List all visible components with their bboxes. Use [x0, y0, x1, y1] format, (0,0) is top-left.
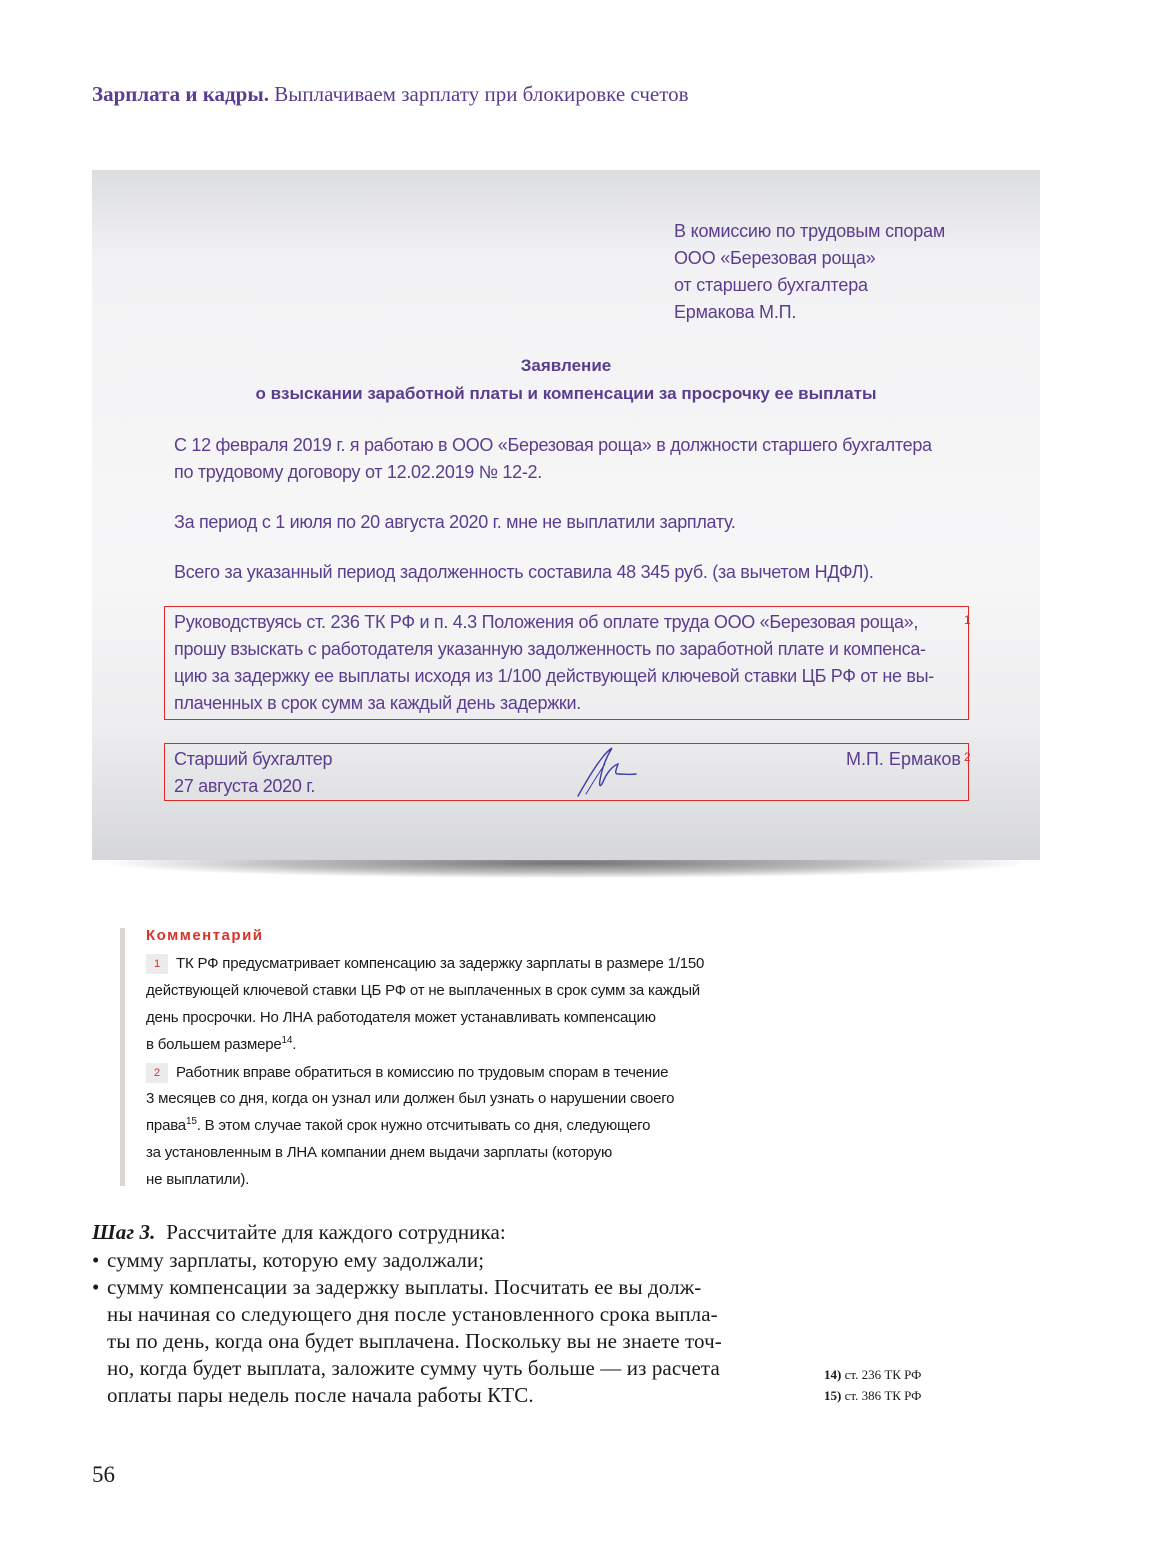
document-subtitle: о взыскании заработной платы и компенсации за просрочку ее выплаты [255, 384, 877, 403]
addressee-line: ООО «Березовая роща» [674, 248, 876, 268]
bullet-line: сумму компенсации за задержку выплаты. Посчитать ее вы долж- [107, 1275, 702, 1299]
signer-position: Старший бухгалтер [174, 749, 333, 769]
bullet-line: но, когда будет выплата, заложите сумму чуть больше — из расчета [107, 1356, 720, 1380]
comment-line: за установленным в ЛНА компании днем выдачи зарплаты (которую [146, 1144, 612, 1161]
footnote-ref-14: 14 [281, 1035, 293, 1046]
comment-number-2: 2 [146, 1063, 168, 1083]
paragraph-line: С 12 февраля 2019 г. я работаю в ООО «Березовая роща» в должности старшего бухгалтера [174, 435, 932, 455]
section-title: Выплачиваем зарплату при блокировке счетов [274, 82, 689, 106]
signer-name: М.П. Ермаков [846, 749, 961, 769]
addressee-line: от старшего бухгалтера [674, 275, 868, 295]
bullet-icon: • [92, 1248, 100, 1272]
bullet-icon: • [92, 1275, 100, 1299]
bullet-line: оплаты пары недель после начала работы КТС. [107, 1383, 534, 1407]
paragraph-line: За период с 1 июля по 20 августа 2020 г. мне не выплатили зарплату. [174, 512, 736, 532]
page-number: 56 [92, 1462, 115, 1487]
comment-line: день просрочки. Но ЛНА работодателя может устанавливать компенсацию [146, 1009, 656, 1026]
marker-1: 1 [964, 613, 971, 627]
addressee-line: В комиссию по трудовым спорам [674, 221, 946, 241]
paragraph-line: по трудовому договору от 12.02.2019 № 12-2. [174, 462, 542, 482]
document-title: Заявление [520, 356, 612, 375]
bullet-line: ны начиная со следующего дня после установленного срока выпла- [107, 1302, 718, 1326]
footnote-15: 15) ст. 386 ТК РФ [824, 1388, 922, 1403]
step-heading [92, 1220, 506, 1245]
comment-line: 3 месяцев со дня, когда он узнал или должен был узнать о нарушении своего [146, 1090, 675, 1107]
handwritten-signature-icon [572, 744, 642, 800]
marker-2: 2 [964, 750, 971, 764]
comment-line: действующей ключевой ставки ЦБ РФ от не выплаченных в срок сумм за каждый [146, 982, 700, 999]
paragraph-line: Руководствуясь ст. 236 ТК РФ и п. 4.3 Положения об оплате труда ООО «Березовая роща», [174, 612, 919, 632]
paragraph-line: цию за задержку ее выплаты исходя из 1/100 действующей ключевой ставки ЦБ РФ от не вы- [174, 666, 935, 686]
footnote-ref-15: 15 [185, 1116, 197, 1127]
application-document [92, 170, 1040, 860]
comment-line: права$^{15}$. В этом случае такой срок нужно отсчитывать со дня, следующего [146, 1116, 651, 1134]
step-label: Шаг 3. [92, 1220, 156, 1244]
comment-line: 1 ТК РФ предусматривает компенсацию за задержку зарплаты в размере 1/150 [146, 954, 704, 974]
paragraph-line: Всего за указанный период задолженность составила 48 345 руб. (за вычетом НДФЛ). [174, 562, 874, 582]
paragraph-line: прошу взыскать с работодателя указанную задолженность по заработной плате и компенса- [174, 639, 926, 659]
signature-left-block [174, 746, 332, 800]
running-header [92, 82, 689, 107]
footnote-14: 14) ст. 236 ТК РФ [824, 1367, 922, 1382]
comment-line: не выплатили). [146, 1171, 250, 1188]
addressee-block [674, 218, 945, 326]
section-name: Зарплата и кадры. [92, 82, 270, 106]
comment-line: в большем размере$^{14}$. [146, 1035, 297, 1053]
document-date: 27 августа 2020 г. [174, 776, 316, 796]
comment-line: 2 Работник вправе обратиться в комиссию по трудовым спорам в течение [146, 1063, 668, 1083]
comment-title: Комментарий [146, 927, 264, 944]
step-text: Рассчитайте для каждого сотрудника: [166, 1220, 506, 1244]
comment-number-1: 1 [146, 954, 168, 974]
addressee-line: Ермакова М.П. [674, 302, 797, 322]
bullet-line: ты по день, когда она будет выплачена. Поскольку вы не знаете точ- [107, 1329, 722, 1353]
paragraph-line: плаченных в срок сумм за каждый день задержки. [174, 693, 581, 713]
bullet-item: сумму зарплаты, которую ему задолжали; [107, 1248, 485, 1272]
comment-bar [120, 928, 125, 1186]
